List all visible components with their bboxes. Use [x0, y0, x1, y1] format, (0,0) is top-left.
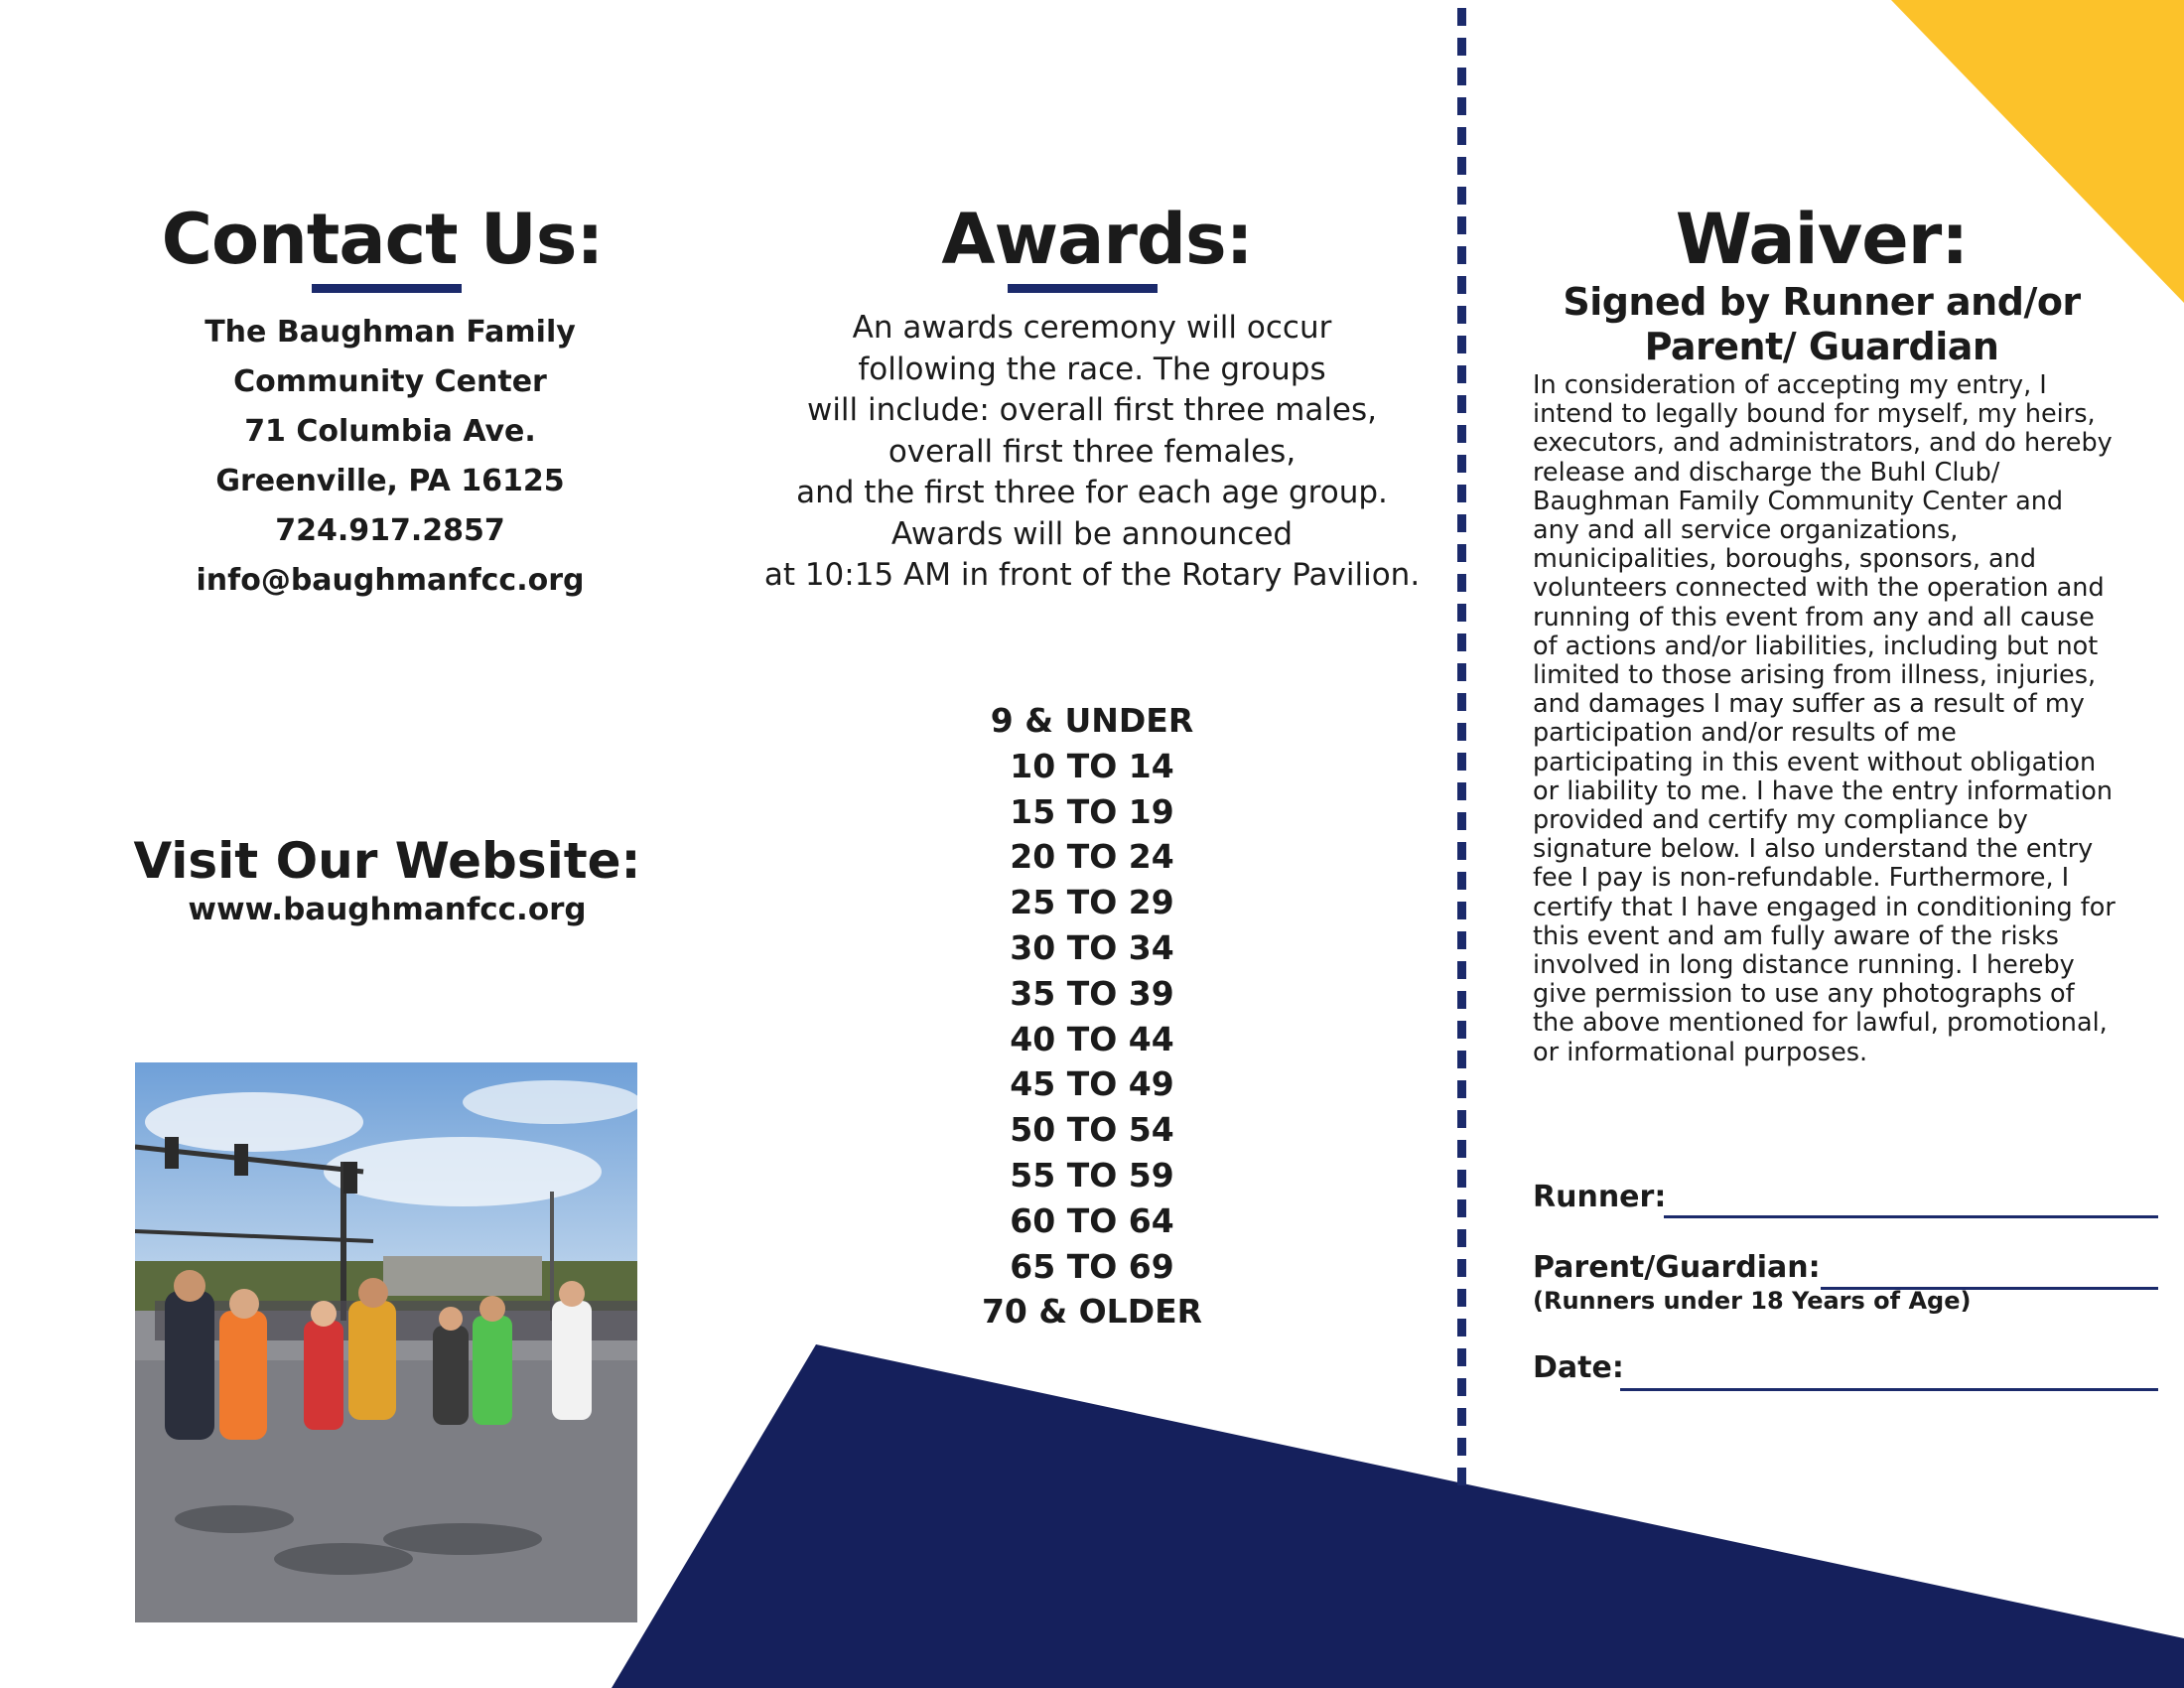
contact-heading: Contact Us: [161, 199, 604, 280]
waiver-line: intend to legally bound for myself, my heirs, [1533, 399, 2096, 430]
age-group-item: 65 TO 69 [1010, 1246, 1174, 1286]
race-photo-image [135, 1062, 637, 1622]
navy-polygon [612, 1344, 2184, 1688]
awards-heading-underline [1008, 284, 1158, 293]
waiver-line: involved in long distance running. I hereby [1533, 950, 2075, 981]
contact-line-street: 71 Columbia Ave. [244, 414, 536, 449]
age-group-item: 45 TO 49 [1010, 1064, 1174, 1104]
contact-heading-underline [312, 284, 462, 293]
waiver-line: Baughman Family Community Center and [1533, 486, 2064, 516]
contact-email-link[interactable]: info@baughmanfcc.org [196, 563, 585, 598]
waiver-line: signature below. I also understand the entry [1533, 834, 2094, 865]
waiver-line: running of this event from any and all cause [1533, 602, 2095, 633]
contact-phone[interactable]: 724.917.2857 [275, 513, 505, 548]
awards-line: at 10:15 AM in front of the Rotary Pavilion. [763, 557, 1421, 593]
waiver-line: certify that I have engaged in conditioning for [1533, 892, 2116, 922]
waiver-line: this event and am fully aware of the risks [1533, 920, 2059, 951]
waiver-line: and damages I may suffer as a result of my [1533, 689, 2085, 720]
guardian-note: (Runners under 18 Years of Age) [1533, 1287, 1972, 1315]
waiver-line: fee I pay is non-refundable. Furthermore, I [1533, 863, 2070, 894]
waiver-subheading-line1: Signed by Runner and/or [1563, 280, 2081, 324]
waiver-line: participating in this event without obligation [1533, 747, 2097, 777]
age-group-item: 60 TO 64 [1010, 1200, 1174, 1240]
age-group-item: 9 & UNDER [990, 701, 1194, 740]
waiver-line: release and discharge the Buhl Club/ [1533, 457, 2000, 488]
waiver-line: executors, and administrators, and do hereby [1533, 428, 2113, 459]
awards-line: following the race. The groups [858, 351, 1326, 387]
awards-line: overall first three females, [887, 433, 1297, 470]
waiver-line: any and all service organizations, [1533, 515, 1959, 546]
age-group-list [893, 698, 1291, 1335]
waiver-line: In consideration of accepting my entry, I [1533, 370, 2047, 400]
guardian-label: Parent/Guardian: [1533, 1250, 1821, 1285]
contact-address-block [99, 308, 681, 606]
waiver-line: provided and certify my compliance by [1533, 805, 2028, 836]
panel-divider-dashed [1457, 8, 1466, 1497]
waiver-heading: Waiver: [1675, 199, 1969, 280]
waiver-body [1533, 371, 2168, 1067]
date-label: Date: [1533, 1350, 1624, 1385]
age-group-item: 35 TO 39 [1010, 973, 1174, 1013]
contact-line-org2: Community Center [233, 364, 547, 399]
waiver-line: the above mentioned for lawful, promotional, [1533, 1008, 2108, 1039]
age-group-item: 40 TO 44 [1010, 1019, 1174, 1058]
waiver-line: of actions and/or liabilities, including but not [1533, 631, 2099, 661]
website-heading: Visit Our Website: [133, 832, 641, 890]
awards-line: will include: overall first three males, [806, 392, 1378, 428]
age-group-item: 20 TO 24 [1010, 837, 1174, 877]
waiver-line: or informational purposes. [1533, 1037, 1868, 1067]
age-group-item: 15 TO 19 [1010, 791, 1174, 831]
waiver-subheading-line2: Parent/ Guardian [1644, 325, 1999, 368]
website-url-link[interactable]: www.baughmanfcc.org [188, 892, 587, 927]
awards-heading: Awards: [941, 199, 1253, 280]
waiver-line: or liability to me. I have the entry information [1533, 775, 2114, 806]
age-group-item: 50 TO 54 [1010, 1110, 1174, 1150]
awards-line: An awards ceremony will occur [852, 310, 1332, 346]
waiver-line: municipalities, boroughs, sponsors, and [1533, 544, 2036, 575]
waiver-line: volunteers connected with the operation and [1533, 573, 2105, 604]
age-group-item: 25 TO 29 [1010, 883, 1174, 922]
waiver-subheading [1489, 280, 2154, 369]
contact-line-city: Greenville, PA 16125 [215, 464, 565, 498]
runner-signature-line[interactable] [1664, 1201, 2158, 1218]
runner-label: Runner: [1533, 1180, 1667, 1214]
waiver-line: give permission to use any photographs of [1533, 979, 2075, 1010]
waiver-line: limited to those arising from illness, injuries, [1533, 660, 2097, 691]
race-photo [135, 1062, 637, 1622]
waiver-line: participation and/or results of me [1533, 718, 1957, 749]
awards-line: Awards will be announced [890, 515, 1294, 552]
age-group-item: 55 TO 59 [1010, 1155, 1174, 1195]
contact-line-org1: The Baughman Family [205, 315, 576, 350]
age-group-item: 70 & OLDER [981, 1292, 1203, 1332]
awards-line: and the first three for each age group. [796, 475, 1388, 510]
age-group-item: 10 TO 14 [1010, 746, 1174, 785]
age-group-item: 30 TO 34 [1010, 927, 1174, 967]
date-signature-line[interactable] [1620, 1374, 2158, 1391]
awards-description [754, 308, 1430, 597]
